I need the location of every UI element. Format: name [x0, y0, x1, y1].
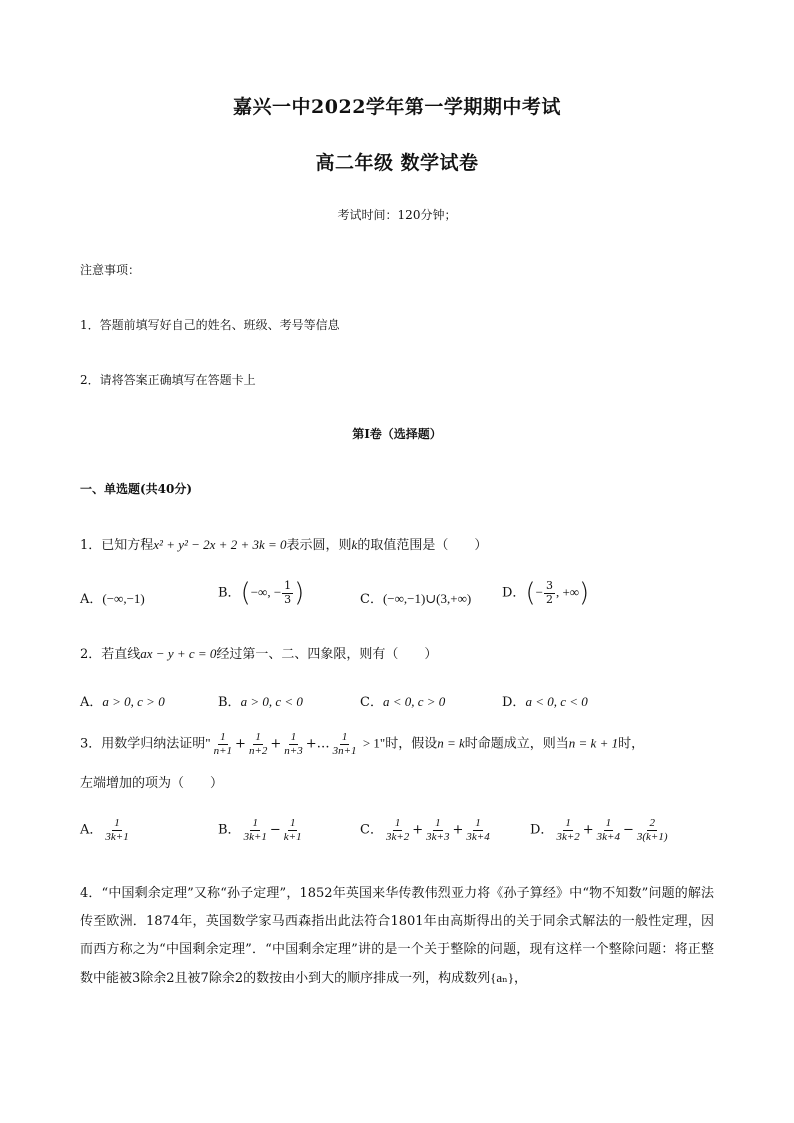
q2-option-b-value: a > 0, c < 0 — [240, 694, 303, 709]
q3-option-b-label: B． — [218, 822, 241, 838]
q2-option-a — [80, 691, 165, 710]
q2-option-a-label: A． — [80, 695, 103, 710]
q1-option-c-value: (−∞,−1)∪(3,+∞) — [382, 591, 472, 606]
q3-option-b: B． $\frac{1}{3k+1}$ − $\frac{1}{k+1}$ — [218, 817, 302, 843]
question-3: 3．用数学归纳法证明" $\frac{1}{n+1}$ + $\frac{1}{n+2}$ + $\frac{1}{n+3}$ +… $\frac{1}{3n+1}$ > 1"时，假设n = k时命题成立，则当n = k + 1时， — [80, 731, 645, 757]
notes-heading: 注意事项： — [80, 263, 141, 277]
q1-option-a-label: A． — [80, 592, 103, 607]
q3-option-a: A． $\frac{1}{3k+1}$ — [80, 817, 129, 843]
q3-when: n = k + 1 — [568, 735, 619, 751]
note-item-2: 2．请将答案正确填写在答题卡上 — [80, 373, 256, 387]
q3-option-c-label: C． — [360, 822, 383, 838]
q4-text: 4．“中国剩余定理”又称“孙子定理”，1852年英国来华传教伟烈亚力将《孙子算经》中“物不知数”问题的解法传至欧洲．1874年，英国数学家马西森指出此法符合1801年由高斯得出的关于同余式解法的一般性定理，因而西方称之为“中国剩余定理”．“中国剩余定理”讲的是一个关于整除的问题，现有这样一个整除问题：将正整数中能被3除余2且被7除余2的数按由小到大的顺序排成一列，构成数列 — [80, 886, 714, 986]
q2-option-c-label: C． — [360, 695, 383, 710]
q1-middle: 表示圆，则 — [286, 538, 352, 553]
part-title: 一、单选题(共40分) — [80, 482, 193, 496]
question-2 — [80, 643, 437, 662]
q2-option-d-value: a < 0, c < 0 — [525, 694, 588, 709]
q4-end: ， — [513, 971, 527, 986]
q1-option-d: D．(− $\frac{3}{2}$ , +∞) — [502, 578, 590, 608]
q3-mid3: 时， — [618, 736, 645, 752]
exam-title: 嘉兴一中2022学年第一学期期中考试 — [233, 96, 561, 118]
q1-option-b-label: B． — [218, 585, 241, 601]
q1-suffix: 的取值范围是（ ） — [357, 538, 488, 553]
q2-option-b — [218, 691, 303, 710]
exam-time: 考试时间：120分钟； — [337, 208, 457, 222]
q1-option-c-label: C． — [360, 592, 383, 607]
q2-suffix: 经过第一、二、四象限，则有（ ） — [216, 647, 438, 662]
q2-equation: ax − y + c = 0 — [140, 646, 217, 661]
volume-title: 第I卷（选择题） — [352, 427, 442, 441]
note-item-1: 1．答题前填写好自己的姓名、班级、考号等信息 — [80, 318, 340, 332]
q3-line2: 左端增加的项为（ ） — [80, 776, 224, 791]
q1-option-b: B．(−∞, − $\frac{1}{3}$ ) — [218, 578, 305, 608]
q3-assume: n = k — [437, 735, 465, 751]
q1-option-d-label: D． — [502, 585, 526, 601]
q2-option-c — [360, 691, 445, 710]
q1-var: k — [351, 537, 358, 552]
question-1 — [80, 534, 487, 553]
q3-option-a-label: A． — [80, 822, 103, 838]
q1-prefix: 1．已知方程 — [80, 538, 154, 553]
q1-equation: x² + y² − 2x + 2 + 3k = 0 — [153, 537, 287, 552]
q1-option-a — [80, 588, 145, 607]
q1-option-a-value: (−∞,−1) — [102, 591, 145, 606]
q2-prefix: 2．若直线 — [80, 647, 141, 662]
q2-option-d-label: D． — [502, 695, 526, 710]
q2-option-b-label: B． — [218, 695, 241, 710]
grade-subject-title: 高二年级 数学试卷 — [315, 152, 479, 174]
q2-option-d — [502, 691, 588, 710]
q2-option-c-value: a < 0, c > 0 — [382, 694, 446, 709]
question-4 — [80, 880, 714, 993]
q3-option-d: D． $\frac{1}{3k+2}$ + $\frac{1}{3k+4}$ − $\frac{2}{3(k+1)}$ — [530, 817, 668, 843]
q3-prefix: 3．用数学归纳法证明 — [80, 736, 206, 752]
q3-option-c: C． $\frac{1}{3k+2}$ + $\frac{1}{3k+3}$ + $\frac{1}{3k+4}$ — [360, 817, 490, 843]
q4-sequence: {aₙ} — [490, 970, 514, 985]
q1-option-c — [360, 588, 471, 607]
q3-option-d-label: D． — [530, 822, 554, 838]
q2-option-a-value: a > 0, c > 0 — [102, 694, 165, 709]
q3-mid2: 时命题成立，则当 — [464, 736, 569, 752]
q3-mid1: 时，假设 — [385, 736, 438, 752]
